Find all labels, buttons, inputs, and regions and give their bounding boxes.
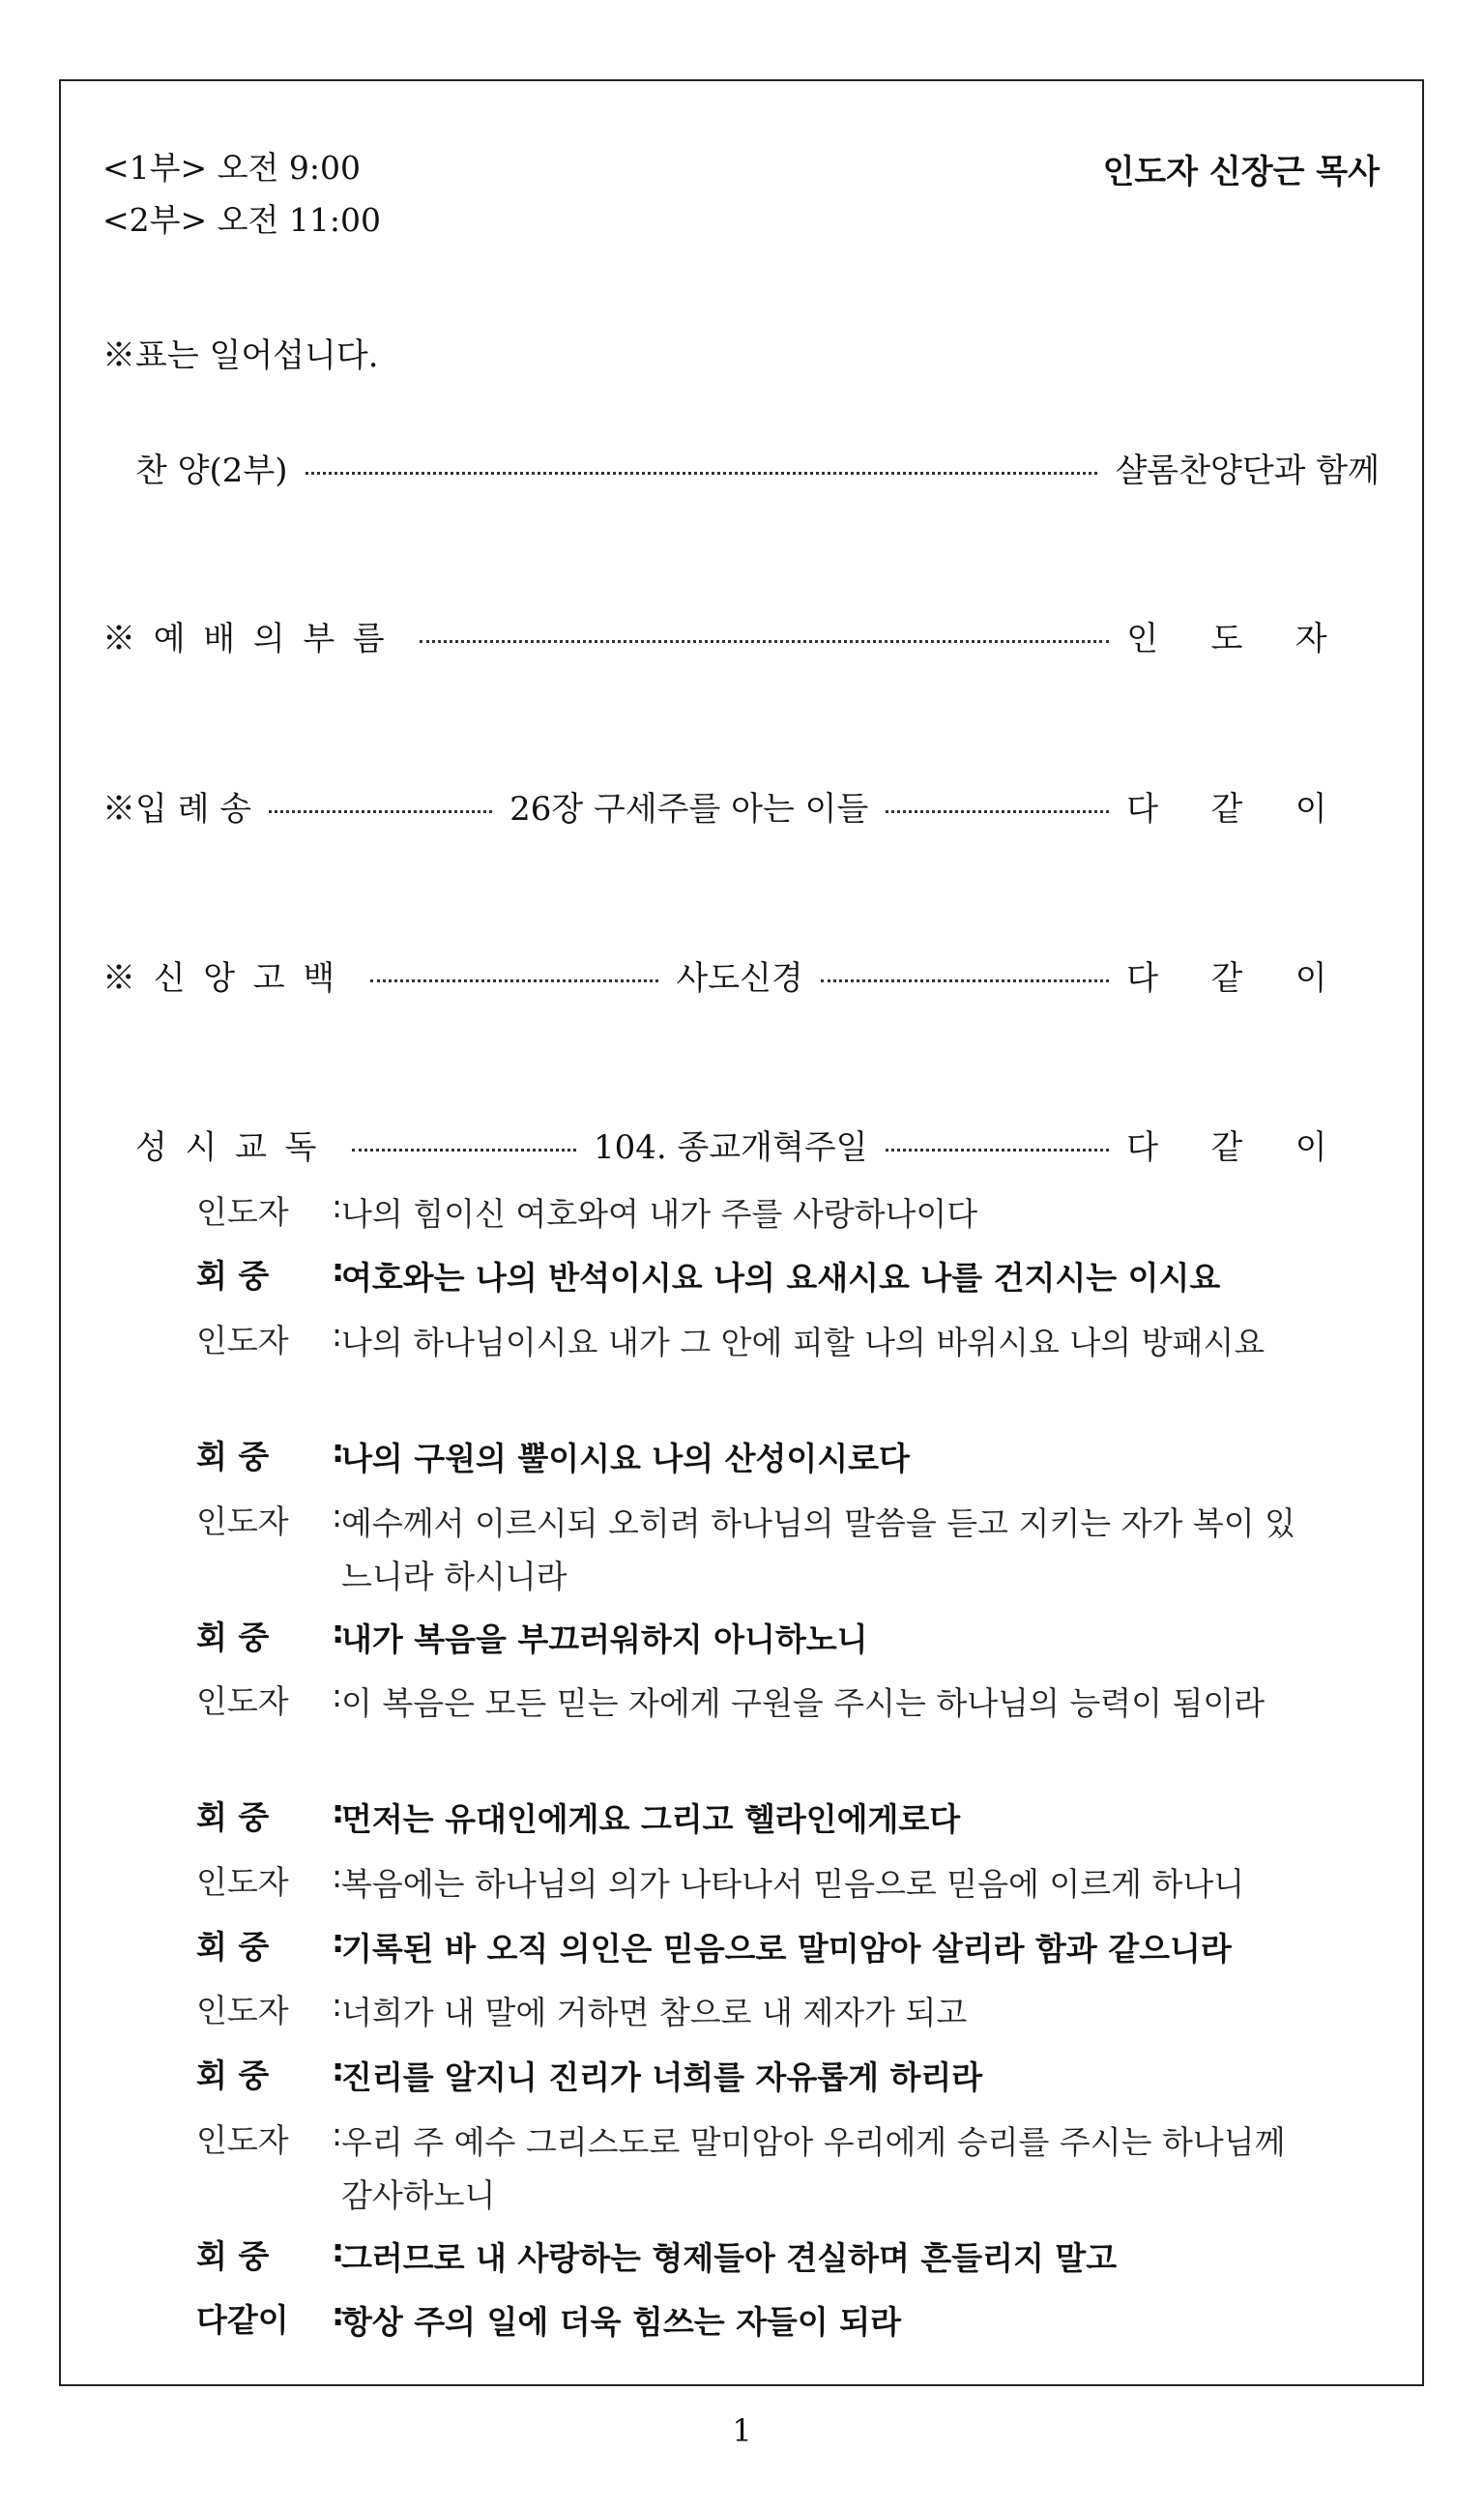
reading-line: 회 중 : 나의 구원의 뿔이시요 나의 산성이시로다 xyxy=(196,1432,1378,1485)
reading-line: 회 중 : 먼저는 유대인에게요 그리고 헬라인에게로다 xyxy=(196,1793,1378,1846)
reading-line: 인도자 : 나의 힘이신 여호와여 내가 주를 사랑하나이다 xyxy=(196,1187,1378,1240)
dot-leader xyxy=(886,810,1109,813)
reading-speaker: 인도자 xyxy=(196,1992,289,2029)
order-performer: 다같이 xyxy=(1126,789,1380,829)
reading-text: 진리를 알지니 진리가 너희를 자유롭게 하리라 xyxy=(341,2058,983,2096)
order-performer: 다같이 xyxy=(1126,1127,1380,1167)
reading-line: 인도자 : 복음에는 하나님의 의가 나타나서 믿음으로 믿음에 이르게 하나니 xyxy=(196,1857,1378,1911)
worship-leader: 인도자 신장근 목사 xyxy=(1102,153,1380,191)
reading-text: 여호와는 나의 반석이시요 나의 요새시요 나를 건지시는 이시요 xyxy=(341,1259,1221,1297)
reading-speaker: 회 중 xyxy=(196,1257,270,1295)
reading-speaker: 회 중 xyxy=(196,2057,270,2094)
order-item-confession-of-faith xyxy=(102,950,1380,999)
reading-line: 회 중 : 여호와는 나의 반석이시요 나의 요새시요 나를 건지시는 이시요 xyxy=(196,1251,1378,1304)
reading-text: 기록된 바 오직 의인은 믿음으로 말미암아 살리라 함과 같으니라 xyxy=(341,1930,1232,1968)
order-performer: 인도자 xyxy=(1126,619,1380,658)
reading-line: 인도자 : 이 복음은 모든 믿는 자에게 구원을 주시는 하나님의 능력이 됨이라 xyxy=(196,1677,1378,1730)
reading-line: 회 중 : 내가 복음을 부끄러워하지 아니하노니 xyxy=(196,1613,1378,1666)
reading-speaker: 인도자 xyxy=(196,1863,289,1901)
order-item-opening-hymn xyxy=(102,781,1380,830)
reading-text: 나의 하나님이시요 내가 그 안에 피할 나의 바위시요 나의 방패시요 xyxy=(341,1324,1266,1361)
reading-line: 인도자 : 나의 하나님이시요 내가 그 안에 피할 나의 바위시요 나의 방패시요 xyxy=(196,1316,1378,1369)
reading-line: 인도자 : 우리 주 예수 그리스도로 말미암아 우리에게 승리를 주시는 하나님께 감사하노니 xyxy=(196,2115,1378,2222)
order-item-call-to-worship xyxy=(102,611,1380,659)
order-label: ※입 례 송 xyxy=(102,789,252,829)
session-1-time: <1부> 오전 9:00 xyxy=(102,149,362,187)
dot-leader xyxy=(306,472,1098,475)
dot-leader xyxy=(886,1149,1110,1152)
reading-line: 회 중 : 기록된 바 오직 의인은 믿음으로 말미암아 살리라 함과 같으니라 xyxy=(196,1922,1378,1975)
reading-speaker: 회 중 xyxy=(196,1438,270,1475)
reading-line: 다같이 : 항상 주의 일에 더욱 힘쓰는 자들이 되라 xyxy=(196,2295,1378,2349)
order-label: ※신앙고백 xyxy=(102,958,353,998)
order-content: 사도신경 xyxy=(676,958,803,998)
order-label: 찬 양(2부) xyxy=(135,451,288,490)
reading-text: 복음에는 하나님의 의가 나타나서 믿음으로 믿음에 이르게 하나니 xyxy=(341,1865,1245,1903)
order-item-praise xyxy=(135,443,1380,491)
order-label: ※예배의부름 xyxy=(102,619,403,658)
reading-speaker: 회 중 xyxy=(196,1928,270,1966)
reading-line: 인도자 : 예수께서 이르시되 오히려 하나님의 말씀을 듣고 지키는 자가 복이 있느니라 하시니라 xyxy=(196,1497,1378,1603)
order-content: 104. 종교개혁주일 xyxy=(593,1127,868,1167)
reading-line: 인도자 : 너희가 내 말에 거하면 참으로 내 제자가 되고 xyxy=(196,1986,1378,2039)
reading-line: 회 중 : 그러므로 내 사랑하는 형제들아 견실하며 흔들리지 말고 xyxy=(196,2232,1378,2285)
standing-note: ※표는 일어섭니다. xyxy=(102,336,379,375)
order-performer: 샬롬찬양단과 함께 xyxy=(1115,451,1380,490)
reading-text: 내가 복음을 부끄러워하지 아니하노니 xyxy=(341,1620,868,1658)
reading-text: 먼저는 유대인에게요 그리고 헬라인에게로다 xyxy=(341,1800,961,1838)
reading-speaker: 인도자 xyxy=(196,1682,289,1720)
order-label: 성시교독 xyxy=(135,1127,335,1167)
dot-leader xyxy=(269,810,492,813)
reading-speaker: 회 중 xyxy=(196,1798,270,1836)
reading-text: 이 복음은 모든 믿는 자에게 구원을 주시는 하나님의 능력이 됨이라 xyxy=(341,1684,1266,1722)
reading-text: 나의 구원의 뿔이시요 나의 산성이시로다 xyxy=(341,1440,910,1477)
dot-leader xyxy=(352,1149,576,1152)
session-2-time: <2부> 오전 11:00 xyxy=(102,201,382,239)
dot-leader xyxy=(370,979,659,982)
reading-text: 항상 주의 일에 더욱 힘쓰는 자들이 되라 xyxy=(341,2303,901,2341)
reading-text: 그러므로 내 사랑하는 형제들아 견실하며 흔들리지 말고 xyxy=(341,2239,1118,2277)
reading-speaker: 인도자 xyxy=(196,1193,289,1231)
order-performer: 다같이 xyxy=(1126,958,1381,998)
reading-text: 우리 주 예수 그리스도로 말미암아 우리에게 승리를 주시는 하나님께 감사하노니 xyxy=(341,2123,1286,2214)
reading-speaker: 회 중 xyxy=(196,1619,270,1656)
reading-speaker: 다같이 xyxy=(196,2301,289,2339)
reading-speaker: 인도자 xyxy=(196,2121,289,2159)
page-number: 1 xyxy=(732,2412,752,2449)
reading-line: 회 중 : 진리를 알지니 진리가 너희를 자유롭게 하리라 xyxy=(196,2051,1378,2104)
dot-leader xyxy=(420,640,1109,643)
reading-speaker: 회 중 xyxy=(196,2237,270,2275)
reading-speaker: 인도자 xyxy=(196,1502,289,1540)
reading-text: 예수께서 이르시되 오히려 하나님의 말씀을 듣고 지키는 자가 복이 있느니라 하시니라 xyxy=(341,1504,1295,1595)
reading-text: 너희가 내 말에 거하면 참으로 내 제자가 되고 xyxy=(341,1994,968,2031)
order-content: 26장 구세주를 아는 이들 xyxy=(509,789,869,829)
reading-speaker: 인도자 xyxy=(196,1322,289,1359)
dot-leader xyxy=(821,979,1110,982)
order-item-responsive-reading xyxy=(135,1120,1380,1168)
reading-text: 나의 힘이신 여호와여 내가 주를 사랑하나이다 xyxy=(341,1195,978,1233)
